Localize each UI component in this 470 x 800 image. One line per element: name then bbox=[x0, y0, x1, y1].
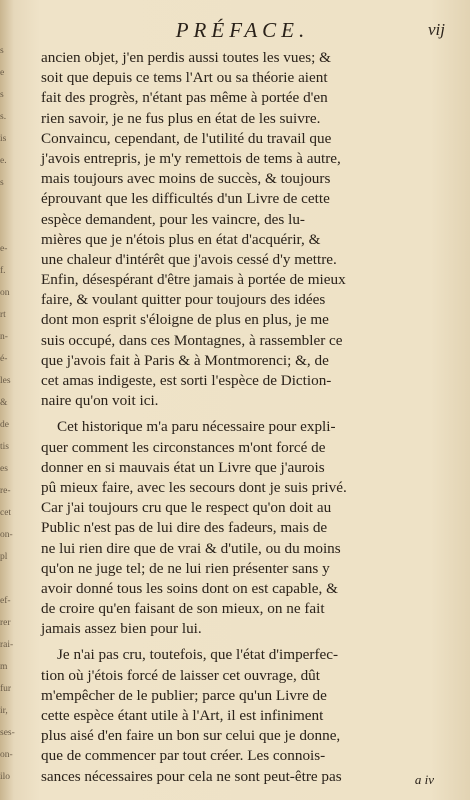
margin-fragment: s bbox=[0, 46, 4, 56]
text-line: rien savoir, je ne fus plus en état de les suivre. bbox=[41, 109, 321, 127]
paragraph bbox=[41, 48, 431, 411]
text-line: naire qu'on voit ici. bbox=[41, 392, 159, 410]
margin-fragment: tis bbox=[0, 442, 9, 452]
text-line: avoir donné tous les soins dont on est capable, & bbox=[41, 579, 338, 597]
text-line: sances nécessaires pour cela ne sont peut-être pas bbox=[41, 767, 342, 785]
text-line: Public n'est pas de lui dire des fadeurs, mais de bbox=[41, 519, 328, 537]
text-line: cette espèce étant utile à l'Art, il est infiniment bbox=[41, 707, 324, 724]
text-line: Cet historique m'a paru nécessaire pour expli- bbox=[57, 418, 336, 436]
margin-fragment bbox=[0, 216, 24, 238]
margin-fragment: on- bbox=[0, 530, 13, 540]
text-line: espèce demandent, pour les vaincre, des lu- bbox=[41, 210, 305, 228]
text-line: faire, & voulant quitter pour toujours des idées bbox=[41, 291, 326, 309]
text-line: Enfin, désespérant d'être jamais à portée de mieux bbox=[41, 271, 346, 289]
text-line: m'empêcher de le publier; parce qu'un Livre de bbox=[41, 686, 327, 704]
text-line: soit que depuis ce tems l'Art ou sa théorie aient bbox=[41, 69, 328, 87]
text-line: suis occupé, dans ces Montagnes, à rassembler ce bbox=[41, 331, 343, 349]
margin-fragment: pl bbox=[0, 552, 8, 562]
margin-fragment: on bbox=[0, 288, 10, 298]
body-text bbox=[41, 48, 431, 787]
margin-fragment: de bbox=[0, 420, 9, 430]
margin-fragment: s bbox=[0, 178, 4, 188]
margin-fragment: & bbox=[0, 398, 8, 408]
margin-fragment: cet bbox=[0, 508, 12, 518]
margin-fragment: rt bbox=[0, 310, 6, 320]
margin-fragment: on- bbox=[0, 750, 13, 760]
text-line: Convaincu, cependant, de l'utilité du travail que bbox=[41, 129, 332, 147]
margin-fragment: s bbox=[0, 90, 4, 100]
margin-fragment: s. bbox=[0, 112, 7, 122]
text-line: pû mieux faire, avec les secours dont je suis privé. bbox=[41, 478, 347, 496]
facing-page-margin bbox=[0, 40, 24, 782]
margin-fragment: fur bbox=[0, 684, 12, 694]
text-line: j'avois entrepris, je m'y remettois de tems à autre, bbox=[41, 149, 341, 167]
text-line: mières que je n'étois plus en état d'acquérir, & bbox=[41, 230, 321, 248]
text-line: tion où j'étois forcé de laisser cet ouvrage, dût bbox=[41, 666, 320, 684]
margin-fragment: e- bbox=[0, 244, 8, 254]
text-line: que de commencer par tout créer. Les connois- bbox=[41, 747, 326, 765]
text-line: dont mon esprit s'éloigne de plus en plus, je me bbox=[41, 311, 329, 329]
text-line: éprouvant que les difficultés d'un Livre de cette bbox=[41, 190, 330, 208]
page-header bbox=[40, 18, 445, 46]
text-line: mais toujours avec moins de succès, & toujours bbox=[41, 170, 331, 188]
margin-fragment: e bbox=[0, 68, 5, 78]
text-line: jamais assez bien pour lui. bbox=[41, 620, 202, 638]
margin-fragment: e. bbox=[0, 156, 7, 166]
paragraph bbox=[41, 417, 431, 639]
margin-fragment: m bbox=[0, 662, 8, 672]
margin-fragment: les bbox=[0, 376, 11, 386]
margin-fragment: rer bbox=[0, 618, 11, 628]
text-line: qu'on ne juge tel; de ne lui rien présenter sans y bbox=[41, 559, 330, 577]
text-line: quer comment les circonstances m'ont forcé de bbox=[41, 438, 326, 456]
margin-fragment: es bbox=[0, 464, 8, 474]
page-number: vij bbox=[428, 20, 445, 39]
margin-fragment: n- bbox=[0, 332, 8, 342]
margin-fragment: ses- bbox=[0, 728, 15, 738]
margin-fragment: is bbox=[0, 134, 7, 144]
margin-fragment: é- bbox=[0, 354, 8, 364]
text-line: donner en si mauvais état un Livre que j'aurois bbox=[41, 458, 325, 476]
margin-fragment: f. bbox=[0, 266, 6, 276]
margin-fragment: rai- bbox=[0, 640, 14, 650]
text-line: une chaleur d'intérêt que j'avois cessé d'y mettre. bbox=[41, 250, 337, 268]
text-line: plus aisé d'en faire un bon sur celui que je donne, bbox=[41, 727, 341, 745]
text-line: Je n'ai pas cru, toutefois, que l'état d'imperfec- bbox=[57, 646, 339, 664]
margin-fragment: ef- bbox=[0, 596, 11, 606]
margin-fragment: ilo bbox=[0, 772, 11, 782]
margin-fragment bbox=[0, 194, 24, 216]
text-line: Car j'ai toujours cru que le respect qu'on doit au bbox=[41, 499, 332, 517]
margin-fragment: ir, bbox=[0, 706, 8, 716]
margin-fragment bbox=[0, 568, 24, 590]
text-line: de croire qu'en faisant de son mieux, on ne fait bbox=[41, 600, 325, 618]
running-head: PRÉFACE. bbox=[175, 18, 310, 42]
text-line: fait des progrès, n'étant pas même à portée d'en bbox=[41, 89, 328, 107]
text-line: ne lui rien dire que de vrai & d'utile, ou du moins bbox=[41, 539, 341, 557]
text-line: que j'avois fait à Paris & à Montmorenci; &, de bbox=[41, 351, 329, 369]
margin-fragment: re- bbox=[0, 486, 11, 496]
signature-mark: a iv bbox=[414, 772, 434, 787]
text-line: ancien objet, j'en perdis aussi toutes les vues; & bbox=[41, 49, 331, 66]
paragraph bbox=[41, 645, 431, 786]
text-line: cet amas indigeste, est sorti l'espèce de Diction- bbox=[41, 372, 332, 389]
